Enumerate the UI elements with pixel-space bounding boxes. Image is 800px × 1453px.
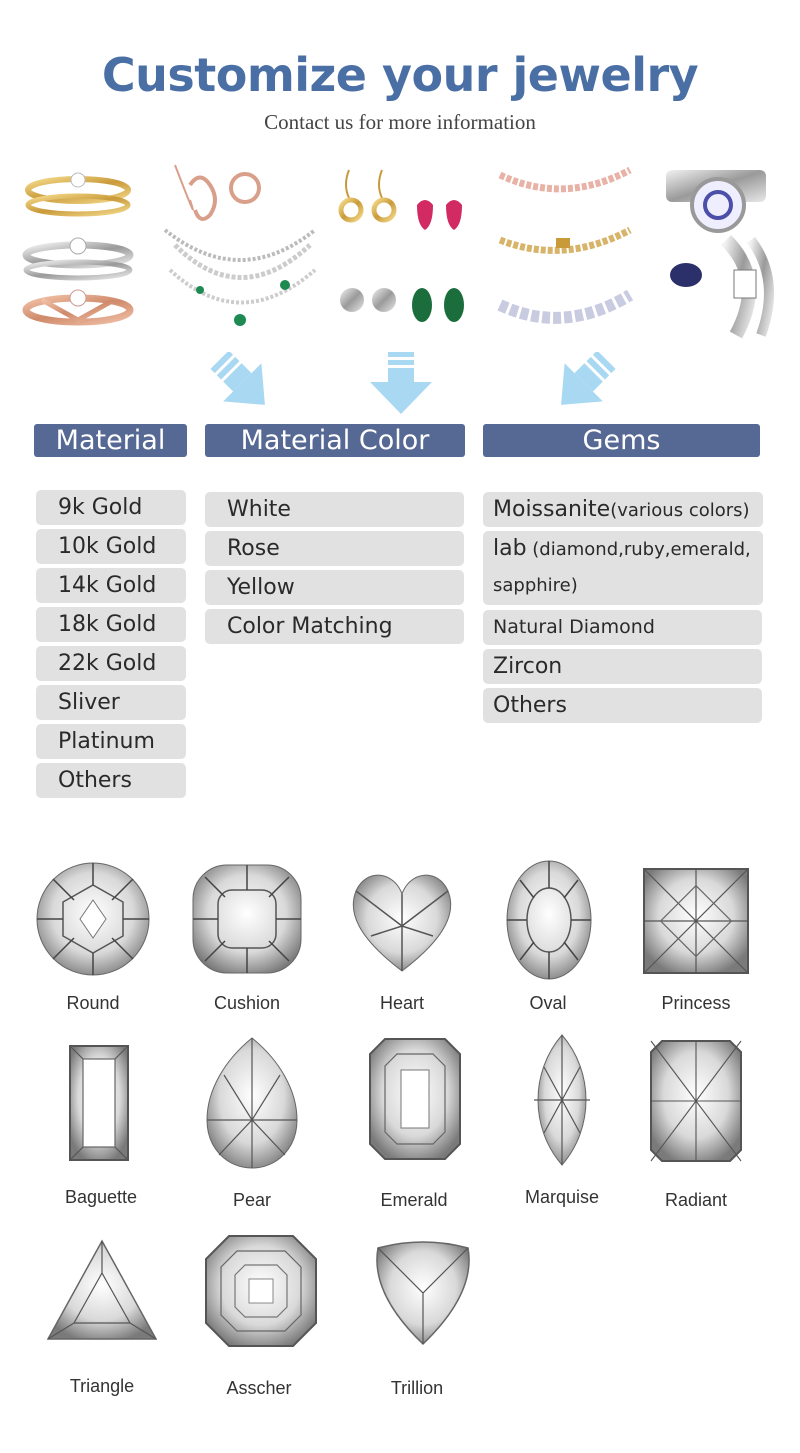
material-color-header: Material Color: [205, 424, 465, 457]
shape-label-cushion: Cushion: [213, 993, 281, 1013]
asscher-diamond-icon: [196, 1233, 326, 1349]
shape-label-pear: Pear: [232, 1190, 272, 1210]
material-header: Material: [34, 424, 187, 457]
shape-label-radiant: Radiant: [664, 1190, 728, 1210]
necklaces-photo: [160, 160, 320, 340]
gem-option-lab[interactable]: [483, 531, 763, 605]
shape-label-round: Round: [66, 993, 120, 1013]
shape-label-oval: Oval: [529, 993, 567, 1013]
gem-option-natural-diamond[interactable]: Natural Diamond: [483, 610, 762, 645]
material-option[interactable]: 14k Gold: [36, 568, 186, 603]
rings-photo: [22, 160, 134, 340]
material-option[interactable]: 22k Gold: [36, 646, 186, 681]
gem-moissanite-note: (various colors): [610, 500, 750, 521]
shape-label-trillion: Trillion: [390, 1378, 444, 1398]
color-option[interactable]: Rose: [205, 531, 464, 566]
gems-header: Gems: [483, 424, 760, 457]
gem-option-others[interactable]: Others: [483, 688, 762, 723]
shape-label-baguette: Baguette: [64, 1187, 138, 1207]
gem-lab-label: lab: [493, 536, 527, 561]
gem-option-zircon[interactable]: Zircon: [483, 649, 762, 684]
shape-label-princess: Princess: [661, 993, 731, 1013]
material-option[interactable]: Others: [36, 763, 186, 798]
heart-diamond-icon: [337, 866, 467, 976]
baguette-diamond-icon: [34, 1043, 164, 1163]
triangle-diamond-icon: [37, 1238, 167, 1342]
shape-label-emerald: Emerald: [380, 1190, 448, 1210]
material-option[interactable]: Sliver: [36, 685, 186, 720]
color-option[interactable]: Yellow: [205, 570, 464, 605]
emerald-diamond-icon: [350, 1036, 480, 1162]
material-option[interactable]: 10k Gold: [36, 529, 186, 564]
page-title: Customize your jewelry: [101, 48, 699, 102]
pear-diamond-icon: [187, 1035, 317, 1171]
down-arrow-icon: [208, 352, 278, 414]
down-arrow-icon: [366, 352, 436, 414]
gem-moissanite-label: Moissanite: [493, 497, 611, 522]
shape-label-marquise: Marquise: [524, 1187, 600, 1207]
bracelets-photo: [494, 160, 636, 340]
radiant-diamond-icon: [631, 1038, 761, 1164]
color-option[interactable]: White: [205, 492, 464, 527]
cushion-diamond-icon: [182, 862, 312, 976]
shape-label-heart: Heart: [379, 993, 424, 1013]
gem-lab-note-line2: sapphire): [493, 575, 578, 596]
oval-diamond-icon: [484, 858, 614, 982]
material-option[interactable]: 9k Gold: [36, 490, 186, 525]
down-arrow-icon: [548, 352, 618, 414]
marquise-diamond-icon: [497, 1032, 627, 1168]
material-option[interactable]: 18k Gold: [36, 607, 186, 642]
material-option[interactable]: Platinum: [36, 724, 186, 759]
shape-label-triangle: Triangle: [69, 1376, 135, 1396]
gem-lab-note: (diamond,ruby,emerald,: [526, 539, 751, 560]
gem-option-moissanite[interactable]: [483, 492, 763, 527]
page-subtitle: Contact us for more information: [264, 110, 536, 134]
trillion-diamond-icon: [358, 1238, 488, 1348]
color-option[interactable]: Color Matching: [205, 609, 464, 644]
princess-diamond-icon: [631, 866, 761, 976]
earrings-photo: [334, 160, 468, 340]
watches-photo: [656, 160, 780, 340]
shape-label-asscher: Asscher: [226, 1378, 292, 1398]
round-diamond-icon: [28, 860, 158, 978]
